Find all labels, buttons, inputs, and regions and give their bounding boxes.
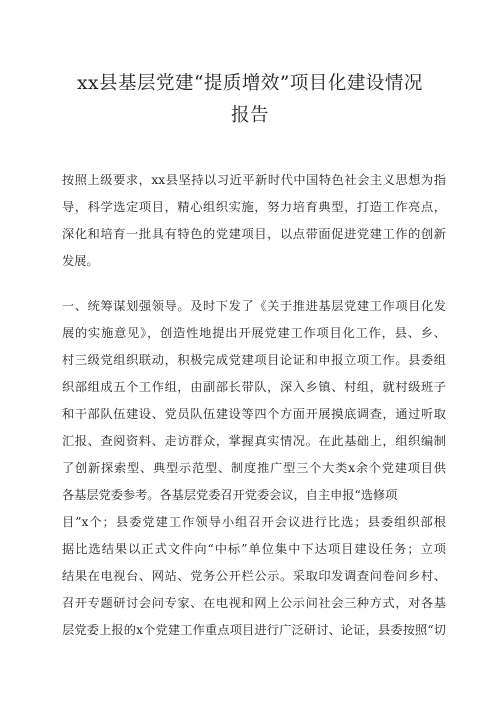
document-title-line-2: 报告 [230,105,269,126]
paragraph-line: 深化和培育一批具有特色的党建项目，以点带面促进党建工作的创新 [62,227,446,241]
paragraph-line: 导，科学选定项目，精心组织实施，努力培育典型，打造工作亮点， [62,200,446,214]
paragraph-line: 层党委上报的x个党建工作重点项目进行广泛研讨、论证，县委按照“切 [62,623,446,637]
paragraph-line: 据比选结果以正式文件向“中标”单位集中下达项目建设任务；立项 [62,542,446,556]
document-title-line-1: xx县基层党建“提质增效”项目化建设情况 [77,73,423,94]
paragraph-line: 和干部队伍建设、党员队伍建设等四个方面开展摸底调查，通过听取 [62,407,446,421]
paragraph-line: 展的实施意见》，创造性地提出开展党建工作项目化工作，县、乡、 [62,326,446,340]
paragraph-line: 织部组成五个工作组，由副部长带队，深入乡镇、村组，就村级班子 [62,380,446,394]
paragraph-line: 汇报、查阅资料、走访群众，掌握真实情况。在此基础上，组织编制 [62,434,446,448]
paragraph-line: 召开专题研讨会问专家、在电视和网上公示问社会三种方式，对各基 [62,596,446,610]
paragraph-line: 各基层党委参考。各基层党委召开党委会议，自主申报“选修项 [62,488,398,502]
paragraph-line: 按照上级要求，xx县坚持以习近平新时代中国特色社会主义思想为指 [62,173,446,187]
paragraph-line: 村三级党组织联动，积极完成党建项目论证和申报立项工作。县委组 [62,353,446,367]
paragraph-line: 一、统筹谋划强领导。及时下发了《关于推进基层党建工作项目化发 [62,299,446,313]
paragraph-line: 发展。 [62,254,99,268]
paragraph-line: 了创新探索型、典型示范型、制度推广型三个大类x余个党建项目供 [62,461,446,475]
paragraph-line: 结果在电视台、网站、党务公开栏公示。采取印发调查问卷问乡村、 [62,569,446,583]
paragraph-line: 目”x个；县委党建工作领导小组召开会议进行比选；县委组织部根 [62,515,446,529]
